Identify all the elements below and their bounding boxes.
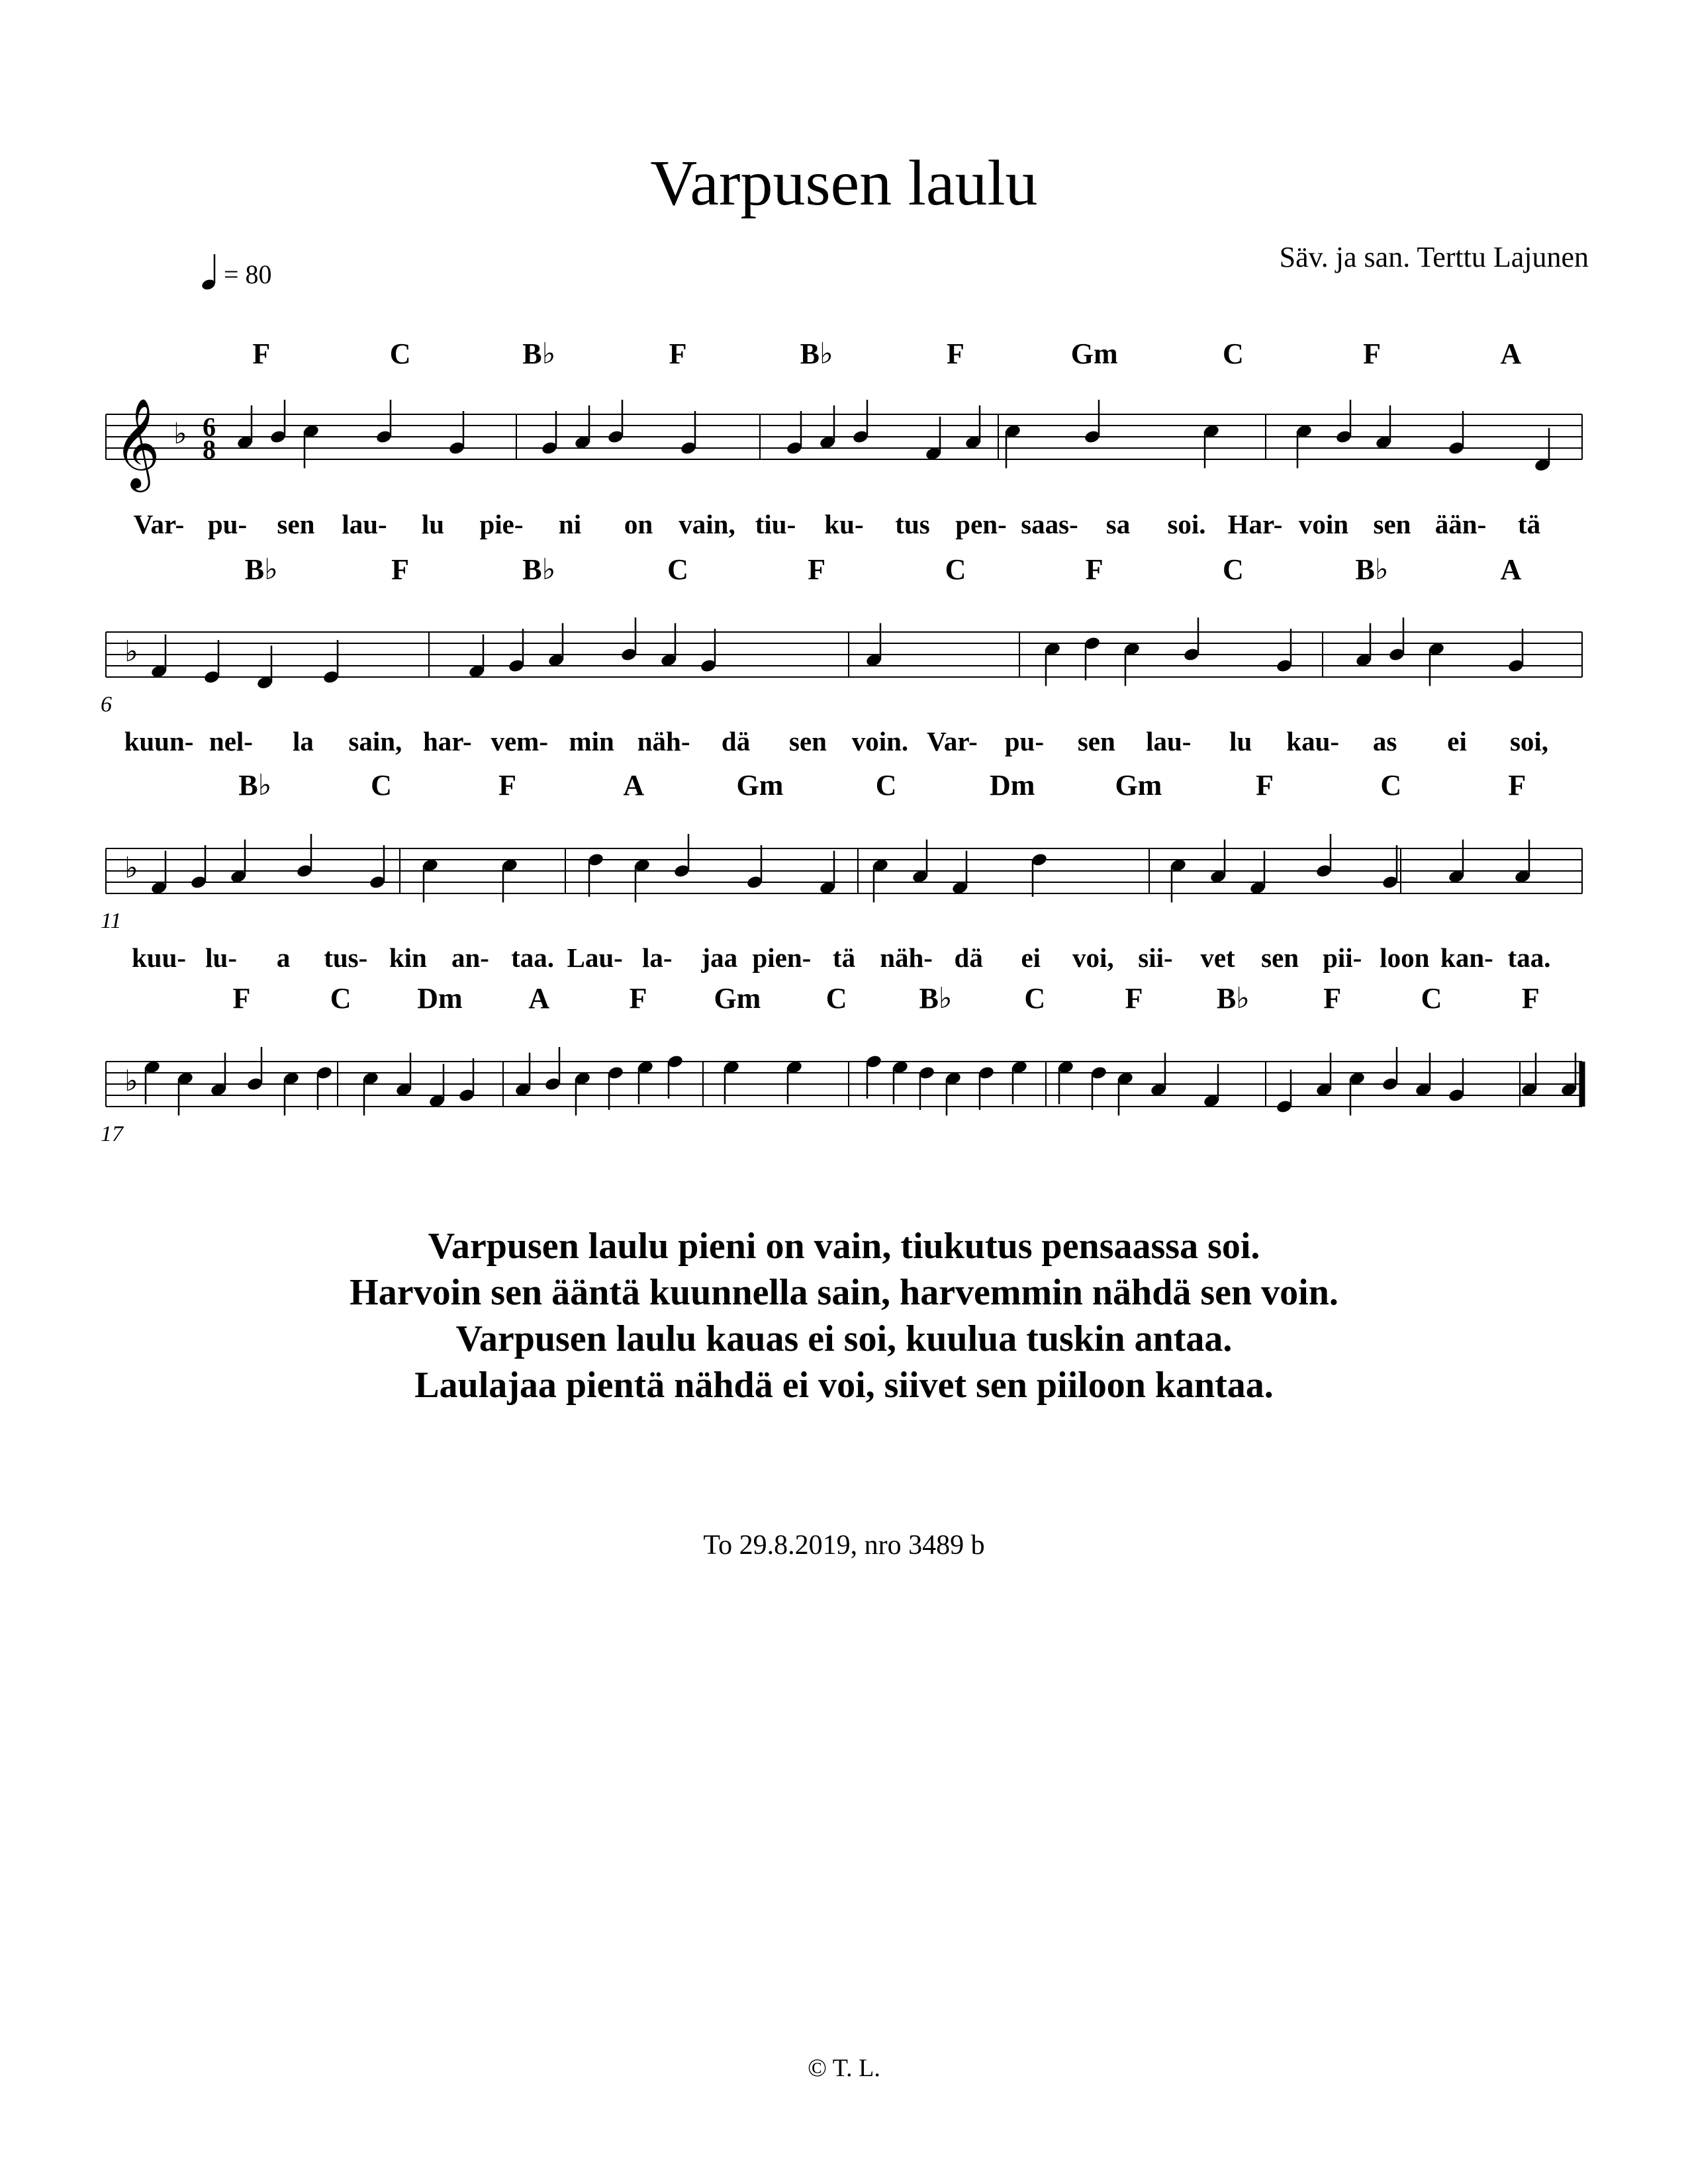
chord-symbol: F	[232, 982, 251, 1015]
chord-symbol: Gm	[1070, 338, 1118, 370]
flat-icon: ♭	[124, 851, 138, 886]
lyric-syllable: pu-	[1004, 726, 1044, 756]
lyric-syllable: lu	[1229, 726, 1252, 756]
chord-symbol: A	[623, 769, 645, 801]
lyric-syllable: lau-	[1146, 726, 1192, 756]
lyric-syllable: pii-	[1323, 942, 1362, 973]
lyric-syllable: sen	[1077, 726, 1115, 756]
lyric-syllable: kan-	[1440, 942, 1493, 973]
chord-symbol: Gm	[1115, 769, 1162, 801]
chord-symbol: A	[1500, 338, 1522, 370]
lyric-syllable: vem-	[491, 726, 548, 756]
chord-symbol: F	[1085, 553, 1103, 586]
chord-symbol: F	[1323, 982, 1342, 1015]
lyric-syllable: taa.	[511, 942, 554, 973]
flat-icon: ♭	[173, 417, 187, 451]
lyric-syllable: vet	[1200, 942, 1235, 973]
measure-number: 17	[101, 1122, 123, 1146]
copyright-notice: © T. L.	[808, 2054, 880, 2082]
lyric-syllable: näh-	[880, 942, 933, 973]
lyric-syllable: tus	[895, 509, 930, 539]
chord-symbol: Gm	[714, 982, 761, 1015]
lyric-syllable: kuun-	[124, 726, 194, 756]
chord-symbol: F	[391, 553, 410, 586]
lyric-syllable: soi.	[1167, 509, 1206, 539]
lyric-syllable: on	[624, 509, 653, 539]
chord-symbol: F	[669, 338, 687, 370]
lyric-syllable: voin	[1298, 509, 1349, 539]
chord-symbol: F	[947, 338, 964, 370]
chord-symbol: B♭	[1216, 982, 1250, 1015]
chord-symbol: C	[330, 982, 352, 1015]
lyric-syllable: näh-	[637, 726, 690, 756]
lyric-syllable: saas-	[1021, 509, 1078, 539]
lyric-syllable: an-	[451, 942, 489, 973]
lyric-syllable: min	[569, 726, 614, 756]
chord-symbol: F	[629, 982, 647, 1015]
chord-symbol: F	[1363, 338, 1382, 370]
chord-symbol: C	[825, 982, 847, 1015]
lyric-syllable: dä	[721, 726, 751, 756]
lyric-syllable: lu-	[205, 942, 238, 973]
chord-symbol: C	[1380, 769, 1402, 801]
lyric-syllable: kau-	[1286, 726, 1340, 756]
lyric-syllable: ei	[1447, 726, 1467, 756]
lyric-syllable: Har-	[1227, 509, 1283, 539]
lyric-syllable: lu	[421, 509, 445, 539]
lyric-syllable: har-	[422, 726, 472, 756]
chord-symbol: B♭	[522, 553, 556, 586]
lyric-syllable: taa.	[1507, 942, 1551, 973]
chord-symbol: C	[945, 553, 966, 586]
lyric-syllable: soi,	[1509, 726, 1549, 756]
chord-symbol: C	[371, 769, 392, 801]
lyric-syllable: kuu-	[131, 942, 187, 973]
lyric-syllable: Var-	[927, 726, 978, 756]
lyric-syllable: dä	[954, 942, 983, 973]
chord-symbol: F	[498, 769, 517, 801]
chord-symbol: Gm	[736, 769, 784, 801]
lyric-syllable: nel-	[209, 726, 253, 756]
verse-line: Laulajaa pientä nähdä ei voi, siivet sen piiloon kantaa.	[414, 1365, 1274, 1406]
chord-symbol: F	[1521, 982, 1540, 1015]
lyric-syllable: sii-	[1138, 942, 1173, 973]
lyric-syllable: sen	[1373, 509, 1411, 539]
lyric-syllable: lau-	[342, 509, 387, 539]
chord-symbol: F	[1125, 982, 1143, 1015]
lyric-syllable: Lau-	[567, 942, 623, 973]
lyric-syllable: jaa	[701, 942, 738, 973]
flat-icon: ♭	[124, 635, 138, 669]
lyric-syllable: ei	[1021, 942, 1041, 973]
chord-symbol: C	[1223, 553, 1244, 586]
chord-symbol: B♭	[244, 553, 278, 586]
lyric-syllable: sen	[277, 509, 315, 539]
lyric-syllable: sa	[1105, 509, 1131, 539]
lyrics-verses	[0, 1223, 1688, 1408]
lyric-syllable: la-	[641, 942, 673, 973]
lyric-syllable: pien-	[752, 942, 812, 973]
page-title: Varpusen laulu	[650, 148, 1038, 219]
chord-symbol: C	[1421, 982, 1442, 1015]
time-signature-top: 6	[203, 412, 216, 442]
lyric-syllable: sain,	[348, 726, 402, 756]
lyric-syllable: voin.	[851, 726, 909, 756]
chord-symbol: B♭	[522, 338, 556, 370]
lyric-syllable: tiu-	[755, 509, 796, 539]
treble-clef-icon: 𝄞	[114, 396, 160, 488]
date-number-line: To 29.8.2019, nro 3489 b	[703, 1530, 985, 1561]
lyric-syllable: tä	[832, 942, 856, 973]
lyric-syllable: voi,	[1072, 942, 1114, 973]
chord-symbol: B♭	[800, 338, 833, 370]
lyric-syllable: ku-	[824, 509, 864, 539]
lyric-syllable: pie-	[479, 509, 524, 539]
lyric-syllable: ni	[558, 509, 582, 539]
lyric-syllable: tus-	[324, 942, 368, 973]
lyric-syllable: a	[276, 942, 291, 973]
lyric-syllable: vain,	[679, 509, 735, 539]
lyric-syllable: kin	[389, 942, 427, 973]
chord-symbol: F	[1508, 769, 1526, 801]
measure-number: 11	[101, 909, 122, 933]
verse-line: Varpusen laulu kauas ei soi, kuulua tuskin antaa.	[455, 1318, 1233, 1359]
verse-line: Harvoin sen ääntä kuunnella sain, harvemmin nähdä sen voin.	[350, 1272, 1338, 1313]
chord-symbol: Dm	[417, 982, 463, 1015]
lyric-syllable: Var-	[133, 509, 185, 539]
chord-symbol: B♭	[919, 982, 953, 1015]
measure-number: 6	[101, 692, 112, 717]
lyric-syllable: ään-	[1434, 509, 1487, 539]
tempo-value: = 80	[224, 259, 272, 289]
chord-symbol: F	[252, 338, 271, 370]
chord-symbol: A	[1500, 553, 1522, 586]
lyric-syllable: pen-	[955, 509, 1007, 539]
chord-symbol: Dm	[990, 769, 1035, 801]
verse-line: Varpusen laulu pieni on vain, tiukutus pensaassa soi.	[428, 1226, 1260, 1267]
chord-symbol: C	[875, 769, 897, 801]
chord-symbol: B♭	[238, 769, 272, 801]
chord-symbol: C	[389, 338, 411, 370]
chord-symbol: F	[808, 553, 826, 586]
lyric-syllable: loon	[1380, 942, 1430, 973]
lyric-syllable: as	[1372, 726, 1397, 756]
lyric-syllable: sen	[789, 726, 827, 756]
chord-symbol: C	[1223, 338, 1244, 370]
chord-symbol: C	[1024, 982, 1046, 1015]
lyric-syllable: tä	[1517, 509, 1541, 539]
flat-icon: ♭	[124, 1064, 138, 1099]
composer-credit: Säv. ja san. Terttu Lajunen	[1279, 241, 1589, 273]
chord-symbol: A	[528, 982, 550, 1015]
chord-symbol: B♭	[1355, 553, 1389, 586]
lyric-syllable: la	[292, 726, 314, 756]
chord-symbol: F	[1256, 769, 1274, 801]
lyric-syllable: sen	[1261, 942, 1299, 973]
chord-symbol: C	[667, 553, 688, 586]
lyric-syllable: pu-	[207, 509, 248, 539]
time-signature-bottom: 8	[203, 434, 216, 465]
